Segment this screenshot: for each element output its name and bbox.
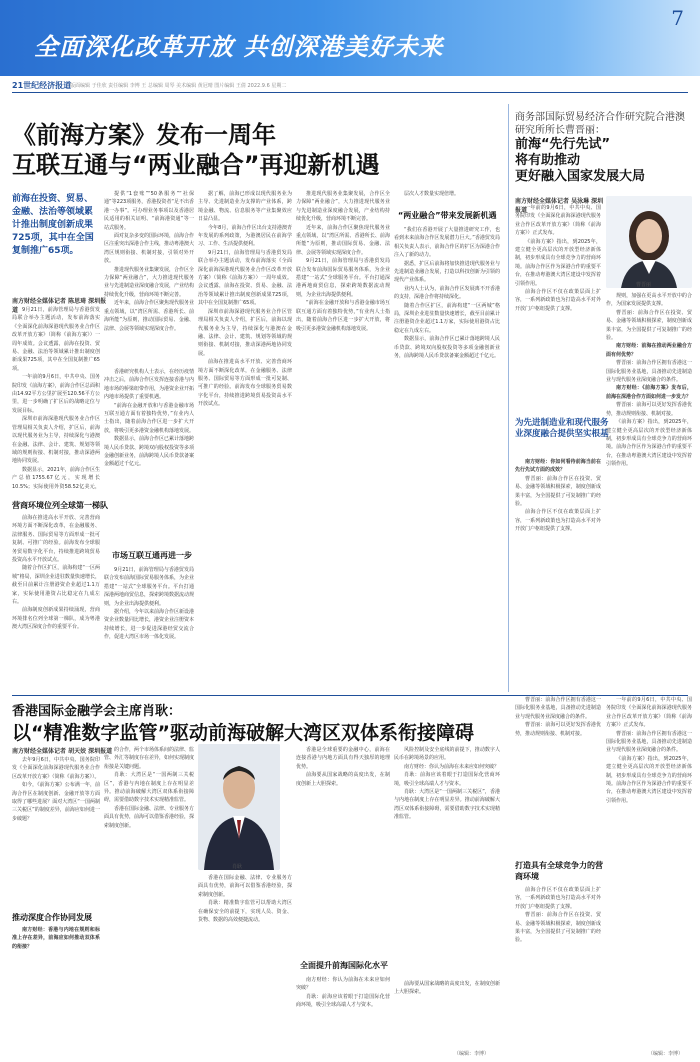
article3-col5b: 前海要从国家战略的高度出发，在制度创新上大胆探索。 — [394, 981, 500, 996]
portrait-man-image — [198, 744, 280, 870]
article3-photo — [198, 744, 280, 870]
article1-col2: 提供“1套账”“50条服务”“社保通”等223项服务，香港投资者“足不出香港一办事”。可办理业务事项以及香港居民适用的相关证明、“前海港资通”等一站式服务。 面对复杂多变的国际环境，前海合作区注重突出深港合作主线，推动粤港澳大湾区规则衔接、机制对接，引领对外开放。 推进现代服务业集聚发展，合作区全力保障“两业融合”，大力推进现代服务业与先进制造业深度融合发展，产业结构持续优化升级，营商环境不断完善。 近年来，前海合作区聚焦现代服务业重点领域，以“湾区所需、香港所长、前海所能”为原则，推动国际贸易、金融、法律、会展等领域实现深度合作。 — [104, 191, 194, 332]
article2-title: 前海“先行先试” 将有助推动 更好融入国家发展大局 — [515, 137, 646, 184]
article2-col1b: 南方财经：你如何看待前海当前在先行先试方面的成效？ 曹晋丽：前海合作区在投资、贸易、金融等领域积极探索，制度创新成果丰富，为全国提供了可复制推广的经验。 前海合作区不仅在政策层面上扩容，一系列新政策也为打造高水平对外开放门户枢纽提供了支撑。 — [515, 459, 601, 533]
article3-editor: （编辑：李博） — [454, 1051, 490, 1057]
article3-col3: 香港在国际金融、法律、专业服务方面具有优势，前海可以借鉴香港经验，探索制度创新。 肖耿：精准数字监管可以帮助大湾区在确保安全的前提下，实现人员、资金、货物、数据的高效便捷流动。 — [198, 875, 292, 924]
article1-sub2: 市场互联互通再进一步 — [112, 551, 192, 560]
article2-photo-caption: 曹晋丽 — [636, 282, 652, 288]
article1-sub1: 营商环境位列全球第一梯队 — [12, 501, 108, 510]
banner-slogan: 全面深化改革开放 共创深港美好未来 — [34, 33, 444, 61]
article3-col1b: 南方财经：香港与内地在规则和标准上存在差异，前海应如何推动双体系的衔接？ — [12, 927, 100, 950]
article2-editor: （编辑：李博） — [648, 1051, 684, 1057]
article2-photo — [606, 196, 692, 288]
article1-sub3: “两业融合”带来发展新机遇 — [398, 211, 497, 220]
article3-col4: 香港是全球重要的金融中心，前海在连接香港与内地方面具有得天独厚的地理优势。 前海要从国家战略的高度出发，在制度创新上大胆探索。 — [296, 747, 390, 787]
header-banner — [0, 0, 700, 76]
article3-title: 以“精准数字监管”驱动前海破解大湾区双体系衔接障碍 — [12, 722, 474, 744]
article2-col1d: 前海合作区不仅在政策层面上扩容，一系列新政策也为打造高水平对外开放门户枢纽提供了支撑。 曹晋丽：前海合作区在投资、贸易、金融等领域积极探索，制度创新成果丰富，为全国提供了可复制推广的经验。 — [515, 887, 601, 944]
article1-col2b: 香港研究机构人士表示，在经历疫情冲击之后，前海合作区发挥连接香港与内地市场的桥梁纽带作用，为港资企业开拓内地市场提供了重要机遇。 “前海在金融开放和与香港金融市场互联互通方面有着独特优势，”有业内人士指出，随着前海合作区进一步扩大开放，将吸引更多港资金融机构落地发展。 数据显示，前海合作区已累计落地跨境人民币贷款、跨境双向股权投资等多项金融创新业务，前海跨境人民币贷款备案金额超过千亿元。 — [104, 369, 194, 468]
edition-meta: 版面编辑 于佳欣 责任编辑 李博 王 总编辑 周琴 美术编辑 黄冠晴 图片编辑 王倩 2022.9.6 星期二 — [70, 83, 287, 89]
article2-subheading: 为先进制造业和现代服务业深度融合提供坚实根基 — [515, 418, 609, 439]
article1-col1b: 前海在推进高水平开放、完善营商环境方面不断深化改革，在金融服务、法律服务、国际贸易等方面形成一批可复制、可推广的经验。前海发布全球服务贸易数字化平台，持续推进跨境贸易投资高水平开放试点。 随着合作区扩区，前海构建“一区两城”格局，深圳企业进驻数量快速增长，截至目前累计注册港资企业超过1.1万家，实际使用港资占比稳定在九成左右。 前海制度创新成果持续涌现，营商环境排名位列全球第一梯队，成为粤港澳大湾区深度合作的重要平台。 — [12, 515, 100, 631]
article1-col4: 推进现代服务业集聚发展，合作区全力保障“两业融合”，大力推进现代服务业与先进制造业深度融合发展，产业结构持续优化升级，营商环境不断完善。 近年来，前海合作区聚焦现代服务业重点领域，以“湾区所需、香港所长、前海所能”为原则，推动国际贸易、金融、法律、会展等领域实现深度合作。 9月21日，前海管理局与香港贸发局联合发布前海国际贸易服务体系，为企业搭建“一站式”全球服务平台。平台打通深港两地商贸信息，探索跨境数据流动规则，为企业出海提供便利。 “前海在金融开放和与香港金融市场互联互通方面有着独特优势，”有业内人士指出，随着前海合作区进一步扩大开放，将吸引更多港资金融机构落地发展。 — [296, 191, 390, 332]
article3-col5: 风险控制及安全底线的前提下，推动数字人民币在跨境场景的应用。 南方财经：你认为前海在未来应如何突破？ 肖耿：前海应该着眼于打造国际化营商环境，吸引全球高端人才与资本。 肖耿：大湾区是“一国两制三关税区”，香港与内地在制度上存在明显差异。推动前海破解大湾区双体系衔接障碍，需要借助数字技术实现精准监管。 — [394, 747, 500, 821]
article3-col4b: 南方财经：你认为前海在未来应如何突破？ 肖耿：前海应该着眼于打造国际化营商环境，吸引全球高端人才与资本。 — [296, 977, 390, 1009]
header-rule — [12, 92, 688, 93]
article2-col1: 一年前的9月6日，中共中央、国务院印发《全面深化前海深港现代服务业合作区改革开放方案》（简称《前海方案》）正式发布。 《前海方案》指出，到2025年，建立健全更高层次的开放型经济新体制，初步形成具有全球竞争力的营商环境。前海合作区作为深港合作的重要平台，在推动粤港澳大湾区建设中发挥着引领作用。 前海合作区不仅在政策层面上扩容，一系列新政策也为打造高水平对外开放门户枢纽提供了支撑。 — [515, 205, 601, 312]
article3-byline: 南方财经全媒体记者 胡天姣 深圳报道 — [12, 748, 113, 755]
column-divider — [508, 104, 509, 692]
article1-byline: 南方财经全媒体记者 陈思琦 深圳报道 — [12, 298, 107, 314]
article2-byline: 南方财经全媒体记者 吴泳琳 深圳报道 — [515, 198, 604, 214]
article1-lead: 前海在投资、贸易、金融、法治等领域累计推出制度创新成果725项，其中在全国复制推广65项。 — [12, 194, 94, 256]
article3-col1: 去年9月6日，中共中央、国务院印发《全面深化前海深港现代服务业合作区改革开放方案》（简称《前海方案》）。 如今，《前海方案》公布满一年，前海合作区在制度创新、金融开放等方面取得了哪些进展？面对大湾区“一国两制三关税区”的制度差异，前海应如何进一步破题？ — [12, 757, 100, 822]
article2-col2b: 一年前的9月6日，中共中央、国务院印发《全面深化前海深港现代服务业合作区改革开放方案》（简称《前海方案》）正式发布。 曹晋丽：前海合作区拥有香港这一国际化服务业基地，具备推动先进制造业与现代服务业深度融合的条件。 《前海方案》指出，到2025年，建立健全更高层次的开放型经济新体制，初步形成具有全球竞争力的营商环境。前海合作区作为深港合作的重要平台，在推动粤港澳大湾区建设中发挥着引领作用。 — [606, 697, 692, 804]
article1-col1: 9月21日，前海管理局与香港贸发局联合举办主题活动，发布前海落实《全面深化前海深港现代服务业合作区改革开放方案》（简称《前海方案》）一周年成效。会议透露，前海在投资、贸易、金融、法治等领域累计推出制度创新成果725项，其中在全国复制推广65项。 一年前的9月6日，中共中央、国务院印发《前海方案》，前海合作区总面积由14.92平方公里扩展至120.56平方公里，进一步明确了扩区后的战略定位与发展目标。 深圳市前海深港现代服务业合作区管理局相关负责人介绍，扩区后，前海以现代服务业为主导，持续深化与港澳在金融、法律、会计、建筑、规划等领域的规则衔接、机制对接，推动深港两地协同发展。 数据显示，2021年，前海合作区生产总值1755.67亿元，实现增长10.5%；实际使用外资58.52亿美元， — [12, 307, 100, 490]
article3-col2: 的合作，两个市场体系间的法律、监管、外汇等制度存在差异，如何实现制度衔接是关键问题。 肖耿：大湾区是“一国两制三关税区”，香港与内地在制度上存在明显差异。推动前海破解大湾区双体系衔接障碍，需要借助数字技术实现精准监管。 香港在国际金融、法律、专业服务方面具有优势，前海可以借鉴香港经验，探索制度创新。 — [104, 747, 194, 829]
article3-photo-caption: 肖耿 — [232, 864, 243, 870]
article3-sub1: 推动深度合作协同发展 — [12, 913, 92, 922]
edition-name: 21世纪经济报道 — [12, 81, 72, 90]
article1-col2c: 9月21日，前海管理局与香港贸发局联合发布前海国际贸易服务体系，为企业搭建“一站式”全球服务平台。平台打通深港两地商贸信息，探索跨境数据流动规则，为企业出海提供便利。 据介绍，今年以来前海合作区新设港资企业数量同比增长，港资企业注册资本持续增长，进一步促进深港经贸交流合作，促进大湾区市场一体化发展。 — [104, 567, 194, 641]
portrait-woman-image — [606, 196, 692, 288]
article3-sub2: 全面提升前海国际化水平 — [300, 961, 388, 970]
article2-col1c: 曹晋丽：前海合作区拥有香港这一国际化服务业基地，具备推动先进制造业与现代服务业深度融合的条件。 曹晋丽：前海可以更好发挥香港优势，推动规则衔接、机制对接。 — [515, 697, 601, 737]
article2-topline: 商务部国际贸易经济合作研究院合港澳研究所所长曹晋丽： — [515, 112, 685, 136]
article1-title: 《前海方案》发布一周年 互联互通与“两业融合”再迎新机遇 — [12, 121, 380, 179]
article3-topline: 香港国际金融学会主席肖耿： — [12, 704, 182, 719]
article2-col2: 规则，加强在更高水平开放中的合作，为国家发展提供支撑。 曹晋丽：前海合作区在投资、贸易、金融等领域积极探索，制度创新成果丰富，为全国提供了可复制推广的经验。 南方财经：前海在推动两业融合方面有何优势？ 曹晋丽：前海合作区拥有香港这一国际化服务业基地，具备推动先进制造业与现代服务业深度融合的条件。 南方财经：《前海方案》发布后，前海在深港合作方面如何进一步发力？ 曹晋丽：前海可以更好发挥香港优势，推动规则衔接、机制对接。 《前海方案》指出，到2025年，建立健全更高层次的开放型经济新体制，初步形成具有全球竞争力的营商环境。前海合作区作为深港合作的重要平台，在推动粤港澳大湾区建设中发挥着引领作用。 — [606, 293, 692, 468]
article1-col5-pre: 层次人才数量实现倍增。 — [404, 191, 460, 197]
page-number: 7 — [671, 6, 684, 30]
article2-sub2: 打造具有全球竞争力的营商环境 — [515, 861, 603, 881]
article1-col3: 据了解，前海已形成以现代服务业为主导、先进制造业为支撑的产业体系，跨境金融、物流、信息服务等产业集聚效应日益凸显。 今年8月，前海合作区出台支持港澳青年发展的系列政策，为港澳居民在前海学习、工作、生活提供便利。 9月21日，前海管理局与香港贸发局联合举办主题活动，发布前海落实《全面深化前海深港现代服务业合作区改革开放方案》（简称《前海方案》）一周年成效。会议透露，前海在投资、贸易、金融、法治等领域累计推出制度创新成果725项，其中在全国复制推广65项。 深圳市前海深港现代服务业合作区管理局相关负责人介绍，扩区后，前海以现代服务业为主导，持续深化与港澳在金融、法律、会计、建筑、规划等领域的规则衔接、机制对接，推动深港两地协同发展。 前海在推进高水平开放、完善营商环境方面不断深化改革，在金融服务、法律服务、国际贸易等方面形成一批可复制、可推广的经验。前海发布全球服务贸易数字化平台，持续推进跨境贸易投资高水平开放试点。 — [198, 191, 292, 408]
article1-col5: “我们在香港开展了大量推进研究工作，也看到未来前海合作区发展潜力巨大。”香港贸发局相关负责人表示，前海合作区的扩区为深港合作注入了新的动力。 据悉，扩区后前海将加快推进现代服务业与先进制造业融合发展，打造以科技创新为引领的现代产业体系。 业内人士认为，前海合作区发展离不开香港的支持，深港合作将持续深化。 随着合作区扩区，前海构建“一区两城”格局，深圳企业进驻数量快速增长，截至目前累计注册港资企业超过1.1万家，实际使用港资占比稳定在九成左右。 数据显示，前海合作区已累计落地跨境人民币贷款、跨境双向股权投资等多项金融创新业务，前海跨境人民币贷款备案金额超过千亿元。 — [394, 227, 500, 360]
